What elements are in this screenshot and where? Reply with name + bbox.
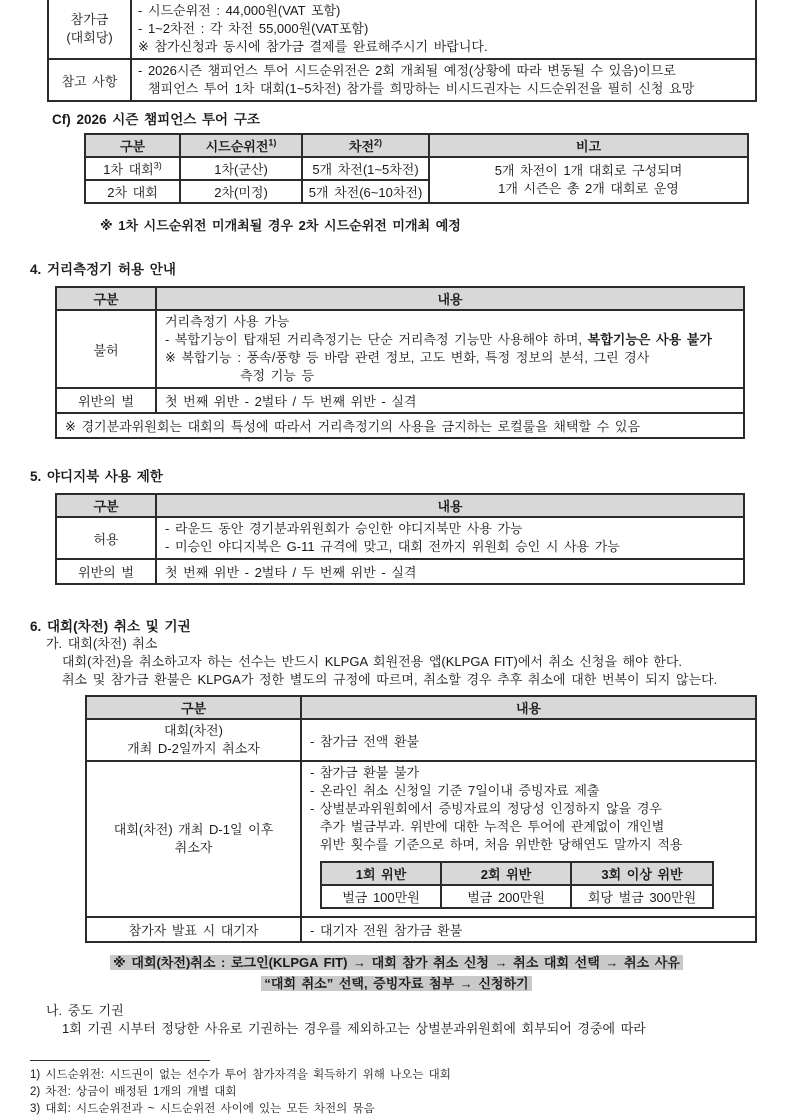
col-header-gubun: 구분 [86, 696, 301, 719]
row-content: - 참가금 전액 환불 [301, 719, 756, 761]
cell-seed1: 1차(군산) [180, 157, 302, 180]
penalty-fine-table [320, 861, 714, 909]
section6-paragraph: 취소 및 참가금 환불은 KLPGA가 정한 별도의 규정에 따르며, 취소할 경우 추후 취소에 대한 번복이 되지 않는다. [62, 672, 718, 687]
col-header-gubun: 구분 [85, 134, 180, 157]
section6-sub-a: 가. 대회(차전) 취소 [46, 636, 158, 651]
section6-paragraph: 대회(차전)을 취소하고자 하는 선수는 반드시 KLPGA 회원전용 앱(KLPGA FIT)에서 취소 신청을 해야 한다. [62, 654, 683, 669]
highlight-line: ※ 대회(차전)취소 : 로그인(KLPGA FIT) → 대회 참가 취소 신청 → 취소 대회 선택 → 취소 사유 [110, 955, 683, 970]
table-row [48, 59, 756, 101]
row-content: - 라운드 동안 경기분과위원회가 승인한 야디지북만 사용 가능 - 미승인 야디지북은 G-11 규격에 맞고, 대회 전까지 위원회 승인 시 사용 가능 [156, 517, 744, 559]
fee-row-label: 참가금 (대회당) [48, 0, 131, 59]
table-row [56, 413, 744, 438]
col-header-gubun: 구분 [56, 287, 156, 310]
fee-row-content: - 시드순위전 : 44,000원(VAT 포함) - 1~2차전 : 각 차전 55,000원(VAT포함) ※ 참가신청과 동시에 참가금 결제를 완료해주시기 바랍니다. [131, 0, 756, 59]
section4-heading: 4. 거리측정기 허용 안내 [30, 262, 176, 277]
cell-round2: 2차 대회 [85, 180, 180, 203]
cell-cha1: 5개 차전(1~5차전) [302, 157, 429, 180]
section5-heading: 5. 야디지북 사용 제한 [30, 469, 163, 484]
cell-remark: 5개 차전이 1개 대회로 구성되며 1개 시즌은 총 2개 대회로 운영 [429, 157, 748, 203]
note-row-content: - 2026시즌 챔피언스 투어 시드순위전은 2회 개최될 예정(상황에 따라 변동될 수 있음)이므로 챔피언스 투어 1차 대회(1~5차전) 참가를 희망하는 비시드권자는 시드순위전을 필히 신청 요망 [131, 59, 756, 101]
row-label-penalty: 위반의 벌 [56, 559, 156, 584]
cell-round1: 1차 대회$^{3)}$ [85, 157, 180, 180]
section6-sub-b: 나. 중도 기권 [46, 1003, 124, 1018]
cancel-procedure-note [0, 952, 793, 994]
tour-structure-table [84, 133, 749, 204]
col-header-3rd: 3회 이상 위반 [571, 862, 713, 885]
section6-heading: 6. 대회(차전) 취소 및 기권 [30, 619, 191, 634]
col-header-bigo: 비고 [429, 134, 748, 157]
table-row [56, 310, 744, 388]
cell-cha2: 5개 차전(6~10차전) [302, 180, 429, 203]
table-row [86, 719, 756, 761]
table-header-row [56, 287, 744, 310]
col-header-content: 내용 [156, 494, 744, 517]
cf-footnote: ※ 1차 시드순위전 미개최될 경우 2차 시드순위전 미개최 예정 [100, 218, 461, 233]
footnote-3: 3) 대회: 시드순위전과 ~ 시드순위전 사이에 있는 모든 차전의 묶음 [30, 1103, 375, 1115]
table-row [48, 0, 756, 59]
table-row [85, 157, 748, 180]
table-header-row [85, 134, 748, 157]
table-row [56, 388, 744, 413]
table-row [86, 761, 756, 917]
row-label-d2: 대회(차전) 개최 D-2일까지 취소자 [86, 719, 301, 761]
row-content: 첫 번째 위반 - 2벌타 / 두 번째 위반 - 실격 [156, 559, 744, 584]
highlight-line: “대회 취소” 선택, 증빙자료 첨부 → 신청하기 [261, 976, 531, 991]
footnote-divider [30, 1060, 210, 1061]
table-header-row [321, 862, 713, 885]
yardage-book-table [55, 493, 745, 585]
note-row-label: 참고 사항 [48, 59, 131, 101]
table-header-row [56, 494, 744, 517]
col-header-content: 내용 [301, 696, 756, 719]
entry-fee-table [47, 0, 757, 102]
table-header-row [86, 696, 756, 719]
row-content: 거리측정기 사용 가능 - 복합기능이 탑재된 거리측정기는 단순 거리측정 기능만 사용해야 하며, 복합기능은 사용 불가 ※ 복합기능 : 풍속/풍향 등 바람 관련 정보, 고도 변화, 특정 정보의 분석, 그린 경사 측정 기능 등 [156, 310, 744, 388]
footnote-1: 1) 시드순위전: 시드권이 없는 선수가 투어 참가자격을 획득하기 위해 나오는 대회 [30, 1069, 451, 1081]
fine-3rd: 회당 벌금 300만원 [571, 885, 713, 908]
col-header-content: 내용 [156, 287, 744, 310]
col-header-seed: 시드순위전$^{1)}$ [180, 134, 302, 157]
table-row [86, 917, 756, 942]
col-header-1st: 1회 위반 [321, 862, 441, 885]
section6-paragraph-b: 1회 기권 시부터 정당한 사유로 기권하는 경우를 제외하고는 상벌분과위원회에 회부되어 경중에 따라 [62, 1021, 646, 1036]
cell-seed2: 2차(미정) [180, 180, 302, 203]
col-header-2nd: 2회 위반 [441, 862, 571, 885]
table-row [56, 559, 744, 584]
cancellation-table [85, 695, 757, 943]
fine-1st: 벌금 100만원 [321, 885, 441, 908]
rangefinder-table [55, 286, 745, 439]
row-content: - 참가금 환불 불가 - 온라인 취소 신청일 기준 7일이내 증빙자료 제출 - 상벌분과위원회에서 증빙자료의 정당성 인정하지 않을 경우 추가 벌금부과. 위반에 대한 누적은 투어에 관계없이 개인별 위반 횟수를 기준으로 하며, 처음 위반한 당해연도 말까지 적용 1회 위반 2회 위반 3회 이상 위반 벌금 100만원 벌금 200만원 회당 벌금 300만원 [301, 761, 756, 917]
table-row [321, 885, 713, 908]
col-header-chajeon: 차전$^{2)}$ [302, 134, 429, 157]
fine-2nd: 벌금 200만원 [441, 885, 571, 908]
row-content: - 대기자 전원 참가금 환불 [301, 917, 756, 942]
cf-heading: Cf) 2026 시즌 챔피언스 투어 구조 [52, 112, 260, 127]
row-label-d1: 대회(차전) 개최 D-1일 이후 취소자 [86, 761, 301, 917]
row-label-bulheo: 불허 [56, 310, 156, 388]
col-header-gubun: 구분 [56, 494, 156, 517]
table-row [56, 517, 744, 559]
footnotes [30, 1060, 793, 1118]
footnote-2: 2) 차전: 상금이 배정된 1개의 개별 대회 [30, 1086, 237, 1098]
row-note: ※ 경기분과위원회는 대회의 특성에 따라서 거리측정기의 사용을 금지하는 로컬룰을 채택할 수 있음 [56, 413, 744, 438]
row-label-waitlist: 참가자 발표 시 대기자 [86, 917, 301, 942]
row-content: 첫 번째 위반 - 2벌타 / 두 번째 위반 - 실격 [156, 388, 744, 413]
row-label-heoyong: 허용 [56, 517, 156, 559]
row-label-penalty: 위반의 벌 [56, 388, 156, 413]
